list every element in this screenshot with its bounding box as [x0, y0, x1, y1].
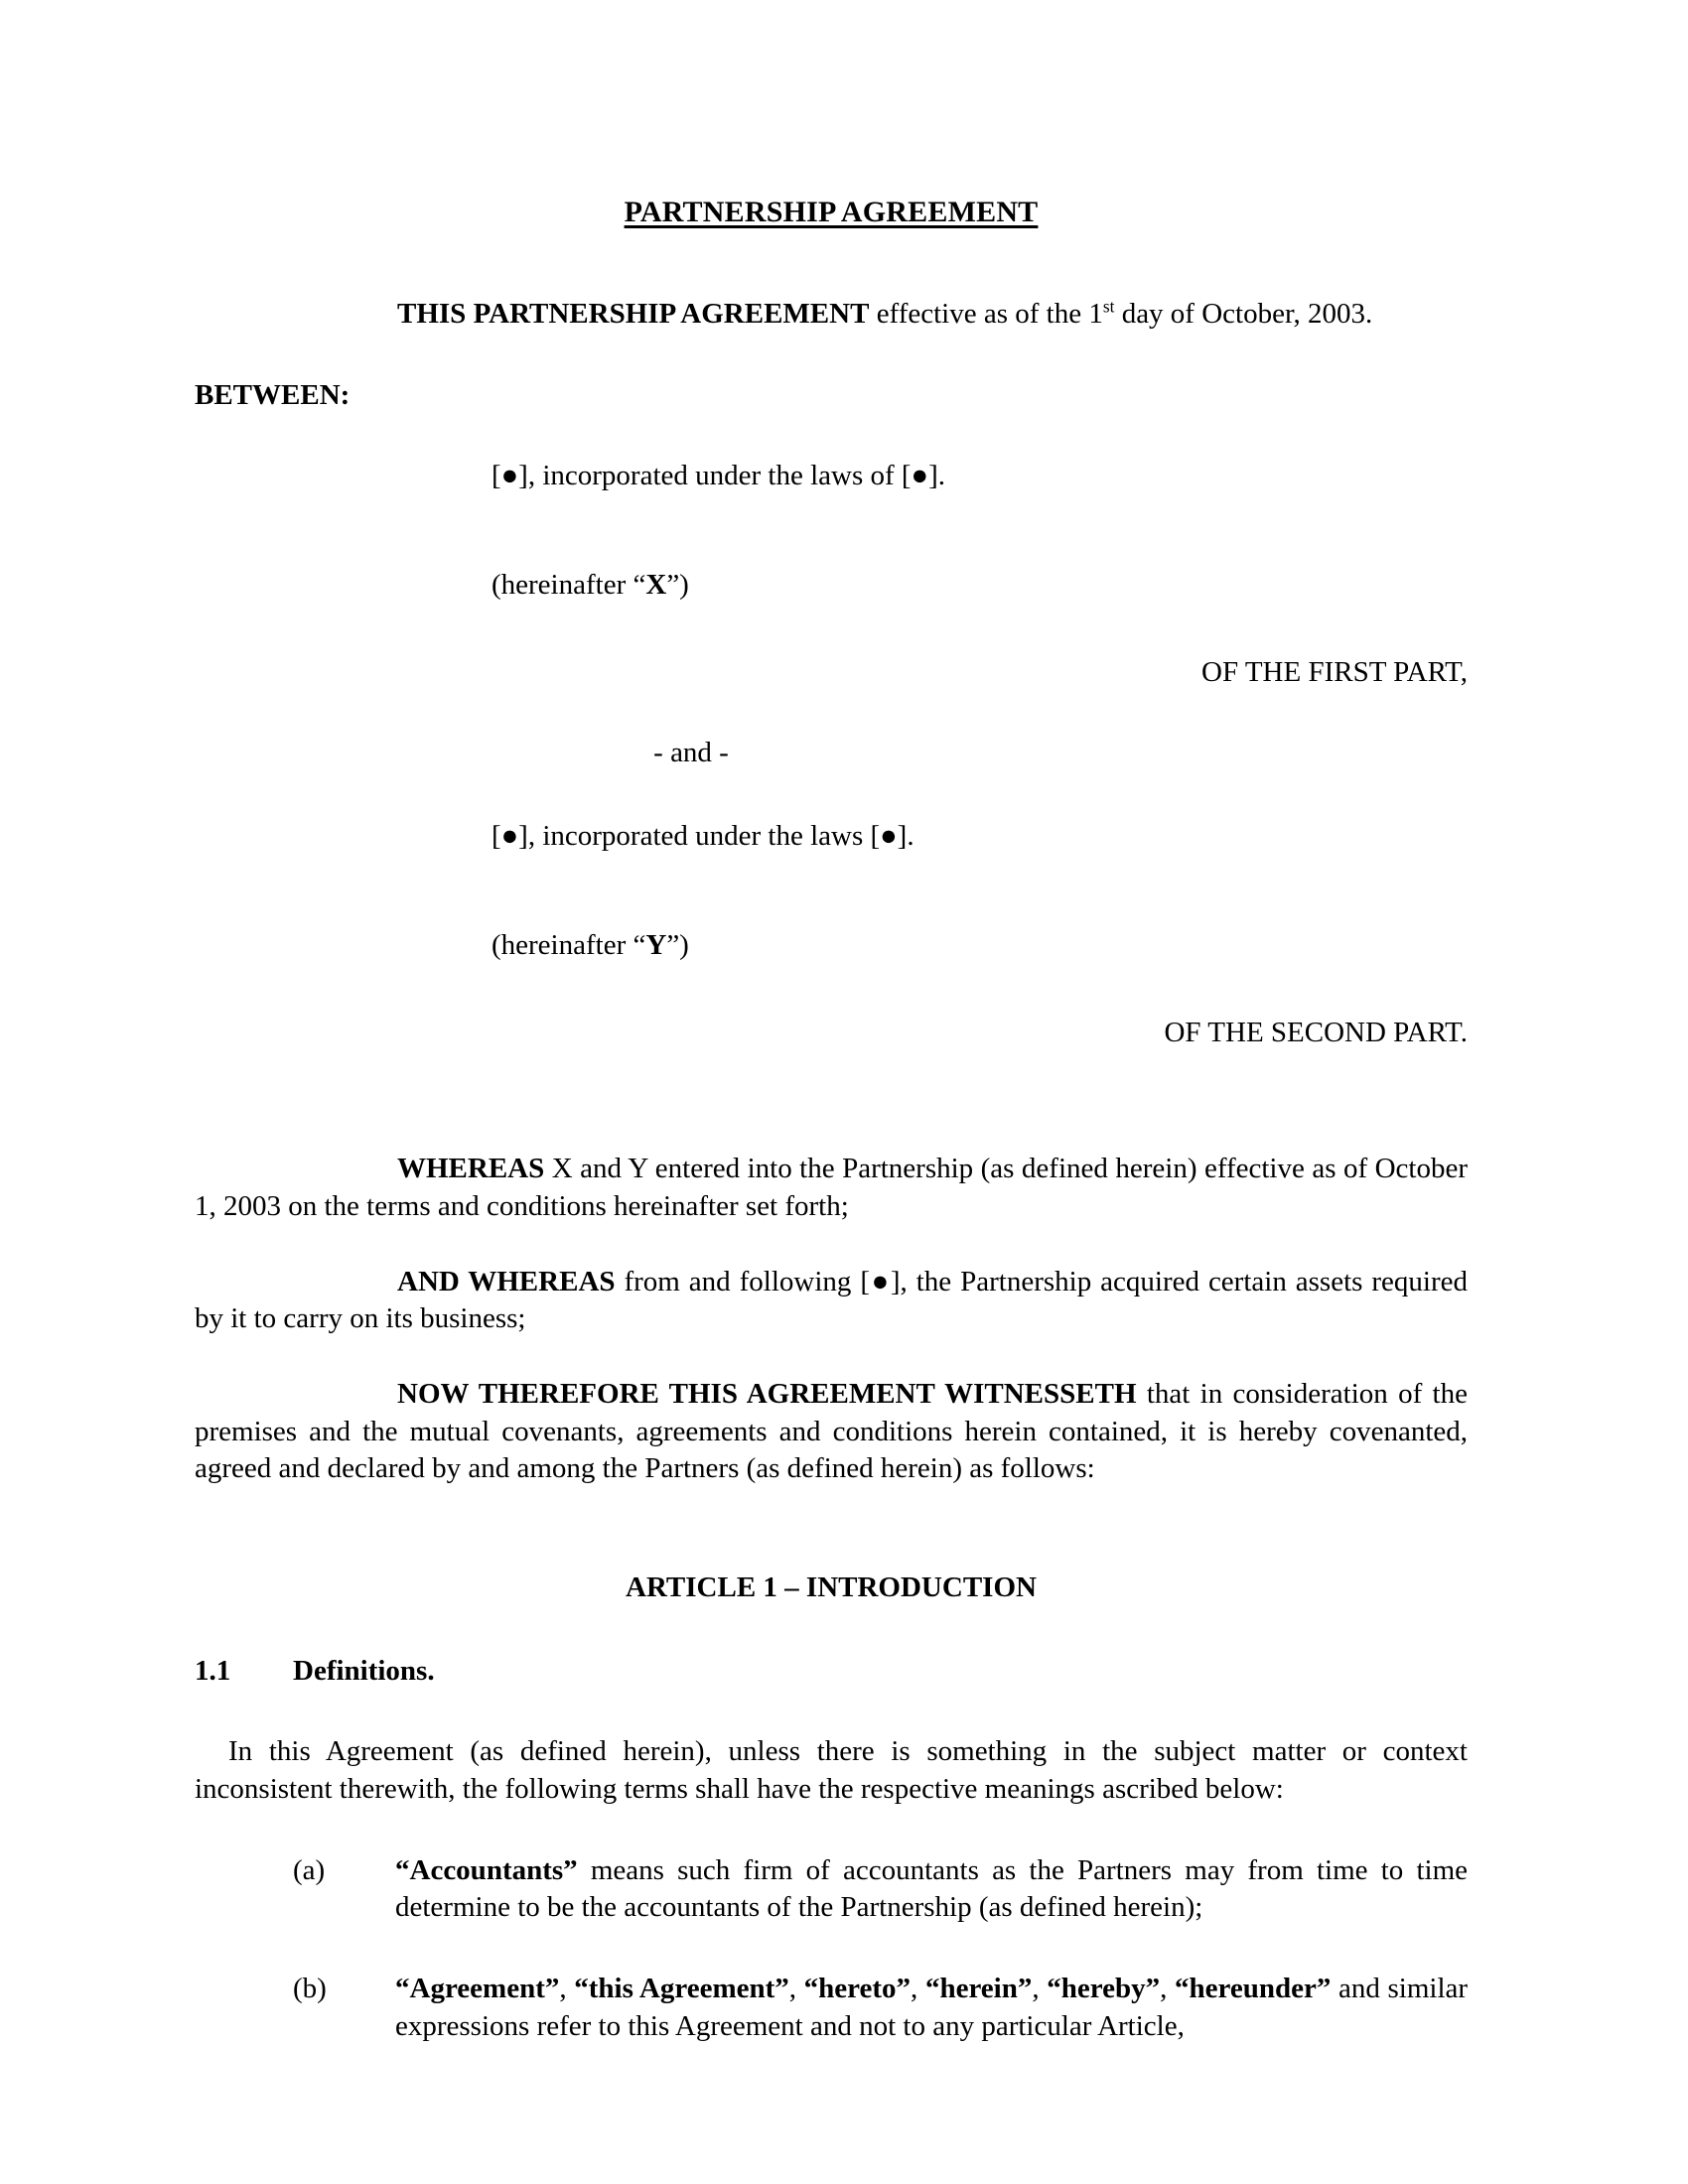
definition-body-b: [395, 1971, 1468, 2045]
sep-b-0: ,: [559, 1973, 575, 2005]
intro-before-ordinal: effective as of the 1: [869, 298, 1103, 330]
page-title: [195, 195, 1468, 230]
definition-term-herein: “herein”: [924, 1973, 1033, 2005]
sep-b-1: ,: [788, 1973, 804, 2005]
recital-now-therefore-lead: NOW THEREFORE THIS AGREEMENT WITNESSETH: [397, 1377, 1137, 1410]
party-two-short-name: Y: [645, 928, 667, 961]
recital-whereas-lead: WHEREAS: [397, 1153, 545, 1185]
recital-whereas-text: X and Y entered into the Partnership (as defined herein) effective as of October 1, 2003 on the terms and conditions hereinafter set forth;: [195, 1153, 1468, 1222]
between-label: BETWEEN:: [195, 378, 351, 411]
recital-and-whereas: [195, 1264, 1468, 1338]
clause-1-1: [195, 1653, 1468, 1691]
party-one-hereinafter-prefix: (hereinafter “: [492, 569, 646, 602]
definition-marker-b: (b): [293, 1973, 327, 2005]
intro-paragraph: [195, 296, 1468, 334]
party-two-hereinafter-prefix: (hereinafter “: [492, 928, 646, 961]
page-title-text: PARTNERSHIP AGREEMENT: [624, 196, 1039, 228]
page-content: [195, 0, 1468, 2046]
clause-number: 1.1: [195, 1654, 231, 1687]
definition-term-accountants: “Accountants”: [395, 1853, 578, 1886]
party-one-hereinafter-suffix: ”): [666, 569, 689, 602]
definition-term-hereunder: “hereunder”: [1174, 1973, 1332, 2005]
definition-marker-a: (a): [293, 1853, 326, 1886]
party-two-hereinafter: [492, 927, 1468, 965]
and-separator: - and -: [653, 737, 729, 769]
recital-and-whereas-lead: AND WHEREAS: [397, 1265, 616, 1297]
intro-after-ordinal: day of October, 2003.: [1114, 298, 1373, 330]
definitions-list: [293, 1852, 1468, 2046]
ordinal-suffix: st: [1102, 296, 1115, 317]
article-heading: ARTICLE 1 – INTRODUCTION: [626, 1571, 1037, 1603]
sep-b-2: ,: [911, 1973, 925, 2005]
of-the-second-part: OF THE SECOND PART.: [1164, 1016, 1468, 1048]
clause-title: Definitions.: [293, 1654, 435, 1687]
definition-text-b: and similar expressions refer to this Agreement and not to any particular Article,: [395, 1973, 1469, 2042]
recital-and-whereas-text: from and following [●], the Partnership acquired certain assets required by it to carry on its business;: [195, 1265, 1468, 1335]
recital-now-therefore: [195, 1376, 1468, 1488]
recital-now-therefore-text: that in consideration of the premises and the mutual covenants, agreements and conditions herein contained, it is hereby covenanted, agreed and declared by and among the Partners (as defined herein) as follows:: [195, 1377, 1468, 1485]
party-one-recital: [●], incorporated under the laws of [●].: [492, 460, 945, 492]
definition-body-a: [395, 1852, 1468, 1927]
definition-item-b: [293, 1971, 1468, 2045]
definition-term-this-agreement: “this Agreement”: [574, 1973, 789, 2005]
definition-text-a: means such firm of accountants as the Partners may from time to time determine to be the accountants of the Partnership (as defined herein);: [395, 1853, 1468, 1924]
of-the-first-part: OF THE FIRST PART,: [1201, 655, 1468, 688]
definition-term-agreement: “Agreement”: [395, 1973, 560, 2005]
sep-b-3: ,: [1032, 1973, 1048, 2005]
party-two-hereinafter-suffix: ”): [666, 928, 689, 961]
definition-term-hereto: “hereto”: [803, 1973, 912, 2005]
party-one-hereinafter: [492, 567, 1468, 605]
definitions-preamble: In this Agreement (as defined herein), unless there is something in the subject matter or context inconsistent therewith, the following terms shall have the respective meanings ascribed below:: [195, 1735, 1468, 1806]
sep-b-4: ,: [1160, 1973, 1175, 2005]
intro-lead: THIS PARTNERSHIP AGREEMENT: [397, 298, 870, 330]
party-two-recital: [●], incorporated under the laws [●].: [492, 820, 914, 853]
recital-whereas: [195, 1151, 1468, 1225]
definition-term-hereby: “hereby”: [1047, 1973, 1161, 2005]
definition-item-a: [293, 1852, 1468, 1927]
party-one-short-name: X: [645, 569, 667, 602]
